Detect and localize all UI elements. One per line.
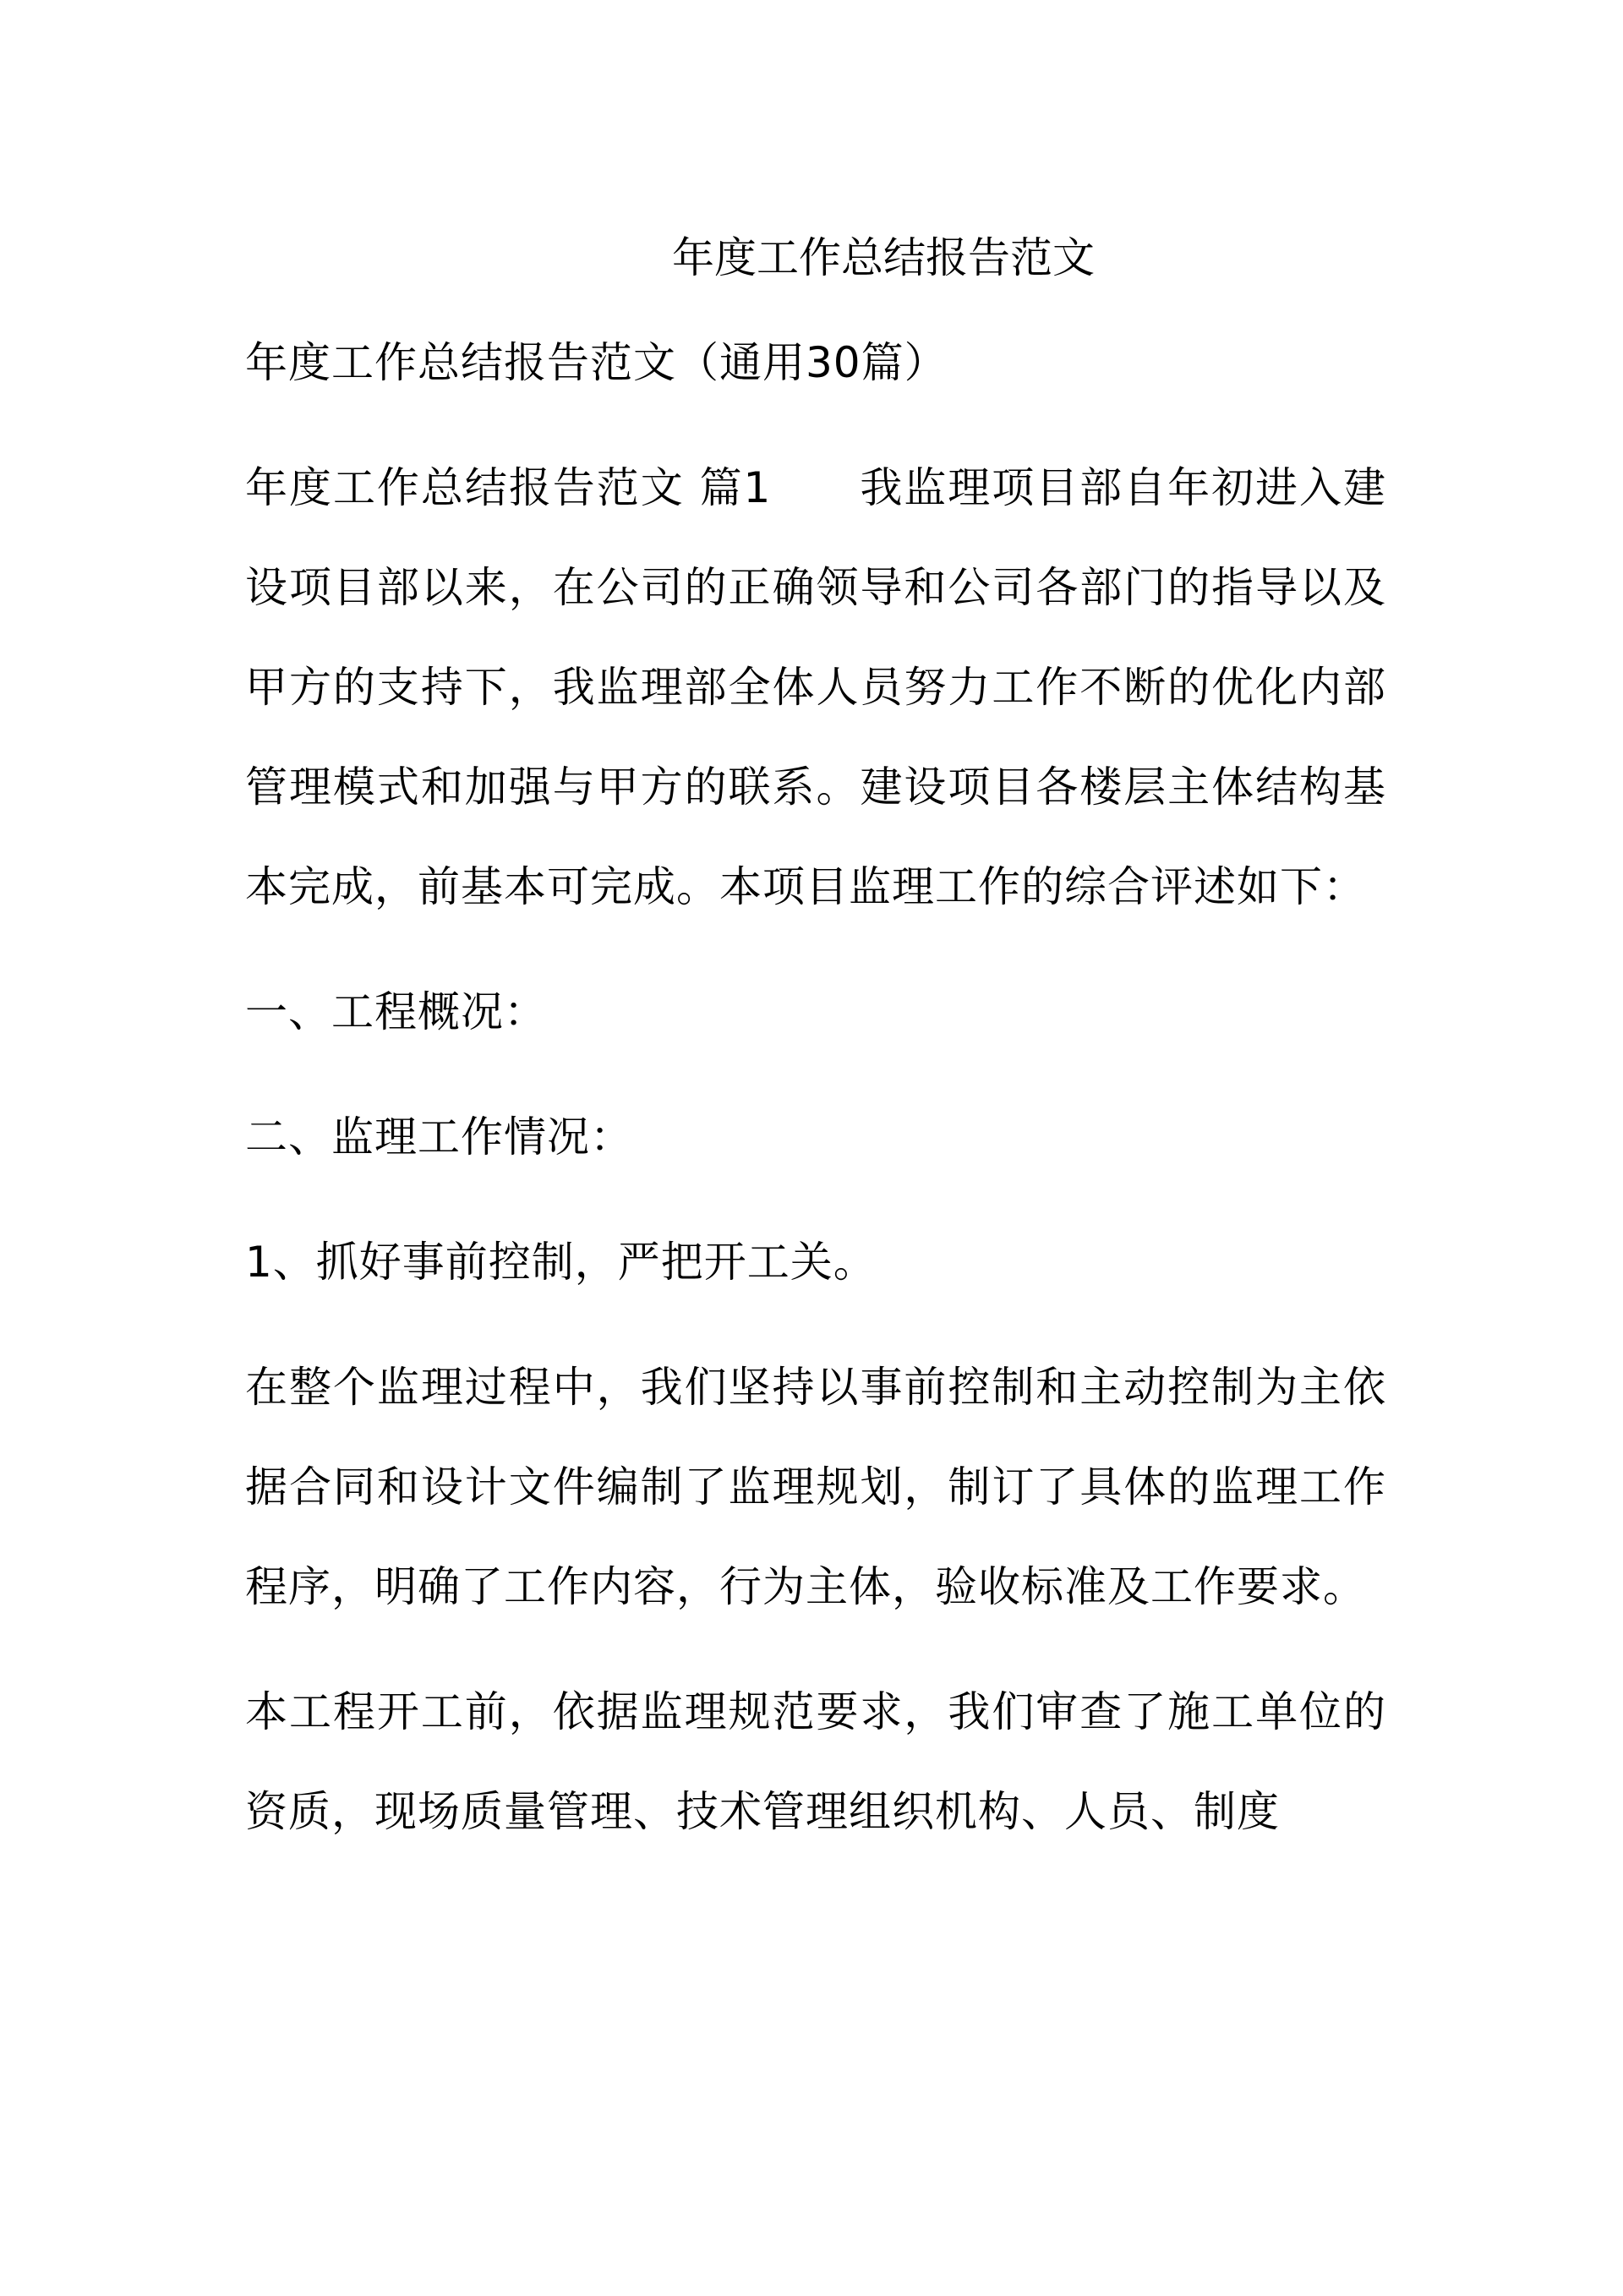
document-body — [245, 313, 1386, 1887]
heading-project-overview: 一、工程概况： — [245, 987, 547, 1036]
paragraph-supervision-planning: 在整个监理过程中，我们坚持以事前控制和主动控制为主依据合同和设计文件编制了监理规划，制订了具体的监理工作程序，明确了工作内容，行为主体，验收标准及工作要求。 — [245, 1363, 1386, 1611]
heading-supervision-work: 二、监理工作情况： — [245, 1112, 633, 1162]
paragraph-pre-construction-review: 本工程开工前，依据监理规范要求，我们审查了施工单位的资质，现场质量管理、技术管理组织机构、人员、制度 — [245, 1687, 1386, 1836]
paragraph-intro — [245, 438, 1386, 937]
paragraph-intro-text: 我监理项目部自年初进入建设项目部以来，在公司的正确领导和公司各部门的指导以及甲方的支持下，我监理部全体人员努力工作不断的优化内部管理模式和加强与甲方的联系。建设项目各楼层主体结构基本完成，前基本可完成。本项目监理工作的综合评述如下： — [245, 463, 1386, 911]
section-heading: 年度工作总结报告范文 篇1 — [245, 463, 772, 512]
heading-pre-control: 1、抓好事前控制，严把开工关。 — [245, 1238, 877, 1287]
document-subtitle: 年度工作总结报告范文（通用30篇） — [245, 338, 948, 387]
document-title: 年度工作总结报告范文 — [672, 233, 1095, 282]
